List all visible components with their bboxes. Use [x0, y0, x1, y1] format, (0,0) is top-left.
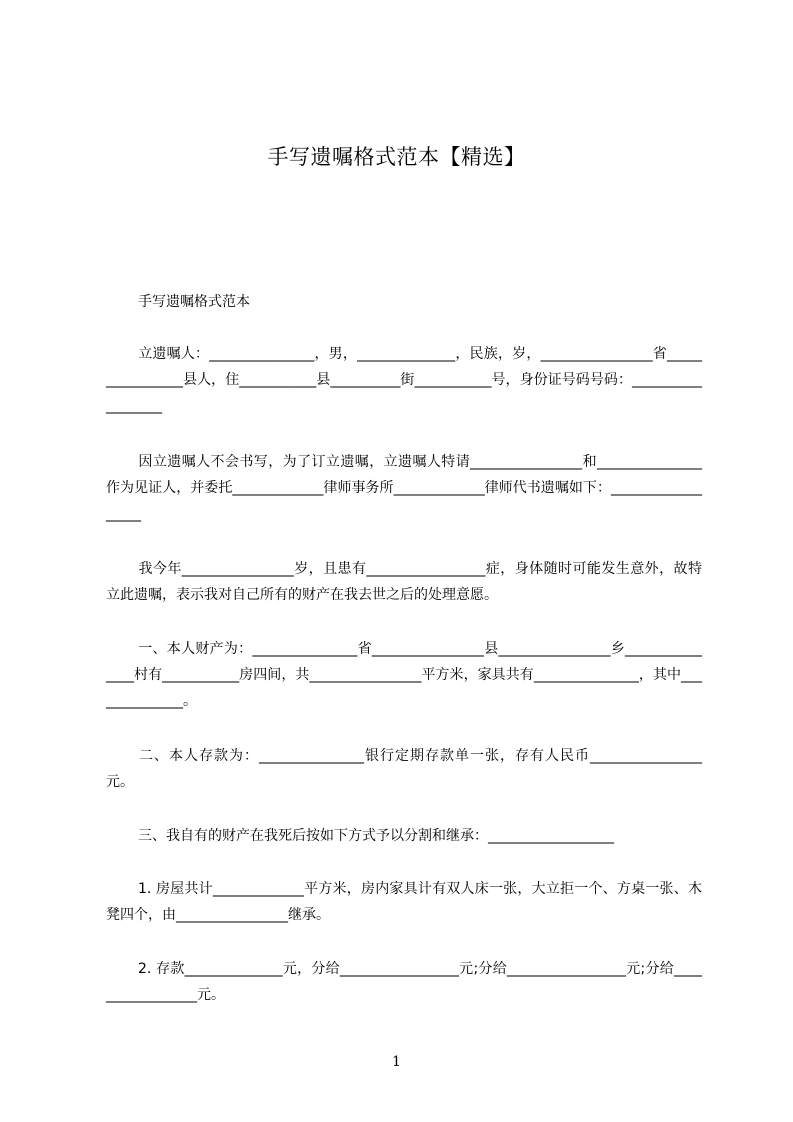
page-number: 1	[392, 1054, 401, 1070]
house-item-paragraph	[106, 876, 702, 928]
paragraph-text: 我今年________________岁，且患有_________________症，身体随时可能发生意外，故特立此遗嘱，表示我对自己所有的财产在我去世之后的处理意愿。	[106, 561, 702, 603]
paragraph-text: 因立遗嘱人不会书写，为了订立遗嘱，立遗嘱人特请________________和_______________作为见证人，并委托_____________律师事务所_____________律师代书遗嘱如下：__________________	[106, 454, 702, 522]
paragraph-text: 立遗嘱人：_______________，男，______________，民族，岁，________________省________________县人，住___________县__________街___________号，身份证号码号码：__________________	[106, 346, 702, 414]
deposit-item-paragraph	[106, 956, 702, 1008]
inheritance-paragraph	[106, 823, 702, 849]
witness-paragraph	[106, 449, 702, 527]
paragraph-text: 2. 存款______________元，分给_________________元;分给_________________元;分给_________________元。	[106, 961, 702, 1003]
testator-info-paragraph	[106, 341, 702, 419]
intent-paragraph	[106, 556, 702, 608]
document-title: 手写遗嘱格式范本【精选】	[267, 145, 526, 169]
paragraph-text: 一、本人财产为：_______________省________________县________________乡_______________村有___________房四间，共________________平方米，家具共有_______________，其中______________。	[106, 641, 702, 709]
paragraph-text: 手写遗嘱格式范本	[138, 294, 250, 310]
property-paragraph	[106, 636, 702, 714]
savings-paragraph	[106, 743, 702, 795]
subtitle-paragraph	[106, 289, 702, 315]
paragraph-text: 二、本人存款为：_______________银行定期存款单一张，存有人民币________________元。	[106, 748, 702, 790]
paragraph-text: 三、我自有的财产在我死后按如下方式予以分割和继承：__________________	[138, 828, 614, 844]
paragraph-text: 1. 房屋共计_____________平方米，房内家具计有双人床一张，大立拒一个、方桌一张、木凳四个，由________________继承。	[106, 881, 702, 923]
